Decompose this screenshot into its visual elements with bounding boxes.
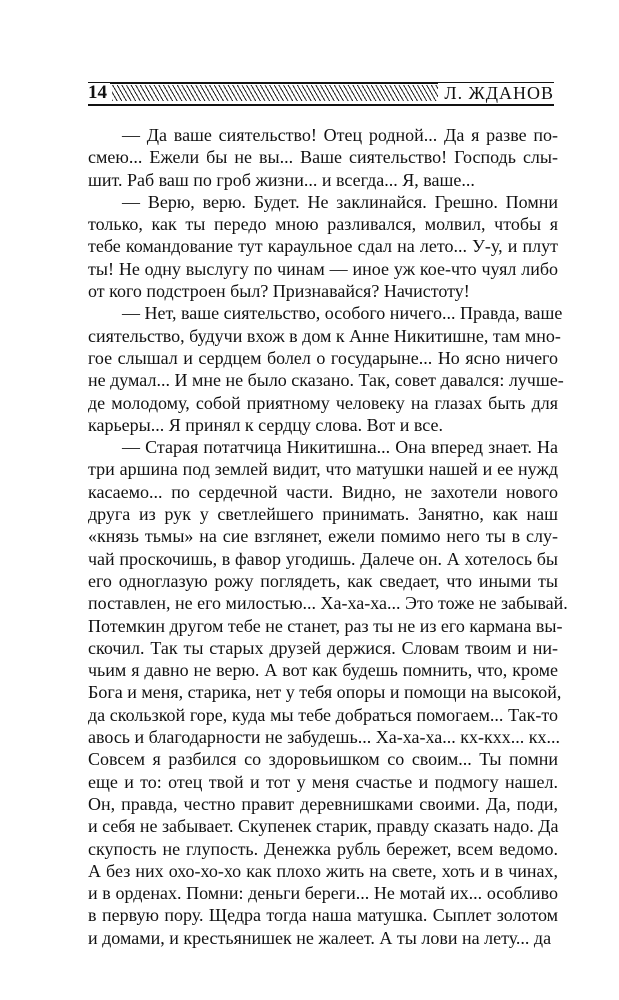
text-line: и себя не забывает. Скупенек старик, правду сказать надо. Да xyxy=(88,816,559,837)
text-line: Совсем я разбился со здоровьишком со своим... Ты помни xyxy=(88,749,558,770)
text-line: еще и то: отец твой и тот у меня счастье и подмогу нашел. xyxy=(88,771,558,792)
text-line: Бога и меня, старика, нет у тебя опоры и помощи на высокой, xyxy=(88,682,562,703)
text-line: Потемкин другом тебе не станет, раз ты не из его кармана вы- xyxy=(88,615,563,636)
body-text xyxy=(88,124,568,949)
text-line: гое слышал и сердцем болел о государыне... Но ясно ничего xyxy=(88,347,558,368)
text-line: в первую пору. Щедра тогда наша матушка. Сыплет золотом xyxy=(88,905,558,926)
text-line: де молодому, собой приятному человеку на глазах быть для xyxy=(88,392,558,413)
header-hatch-ornament xyxy=(112,85,444,101)
text-line: три аршина под землей видит, что матушки нашей и ее нужд xyxy=(88,459,558,480)
text-line: друга из рук у светлейшего принимать. Занятно, как наш xyxy=(88,504,558,525)
text-line: карьеры... Я принял к сердцу слова. Вот и все. xyxy=(88,414,443,435)
page-number: 14 xyxy=(88,83,110,103)
text-line: его одноглазую рожу поглядеть, как сведает, что иными ты xyxy=(88,570,558,591)
text-line: поставлен, не его милостью... Ха-ха-ха... Это тоже не забывай. xyxy=(88,593,568,614)
paragraph xyxy=(88,302,564,436)
text-line: ты! Не одну выслугу по чинам — иное уж кое-что чуял либо xyxy=(88,258,558,279)
text-line: авось и благодарности не забудешь... Ха-ха-ха... кх-кхх... кх... xyxy=(88,727,560,748)
running-title: Л. ЖДАНОВ xyxy=(438,83,554,103)
paragraph xyxy=(88,191,558,302)
text-line: смею... Ежели бы не вы... Ваше сиятельство! Господь слы- xyxy=(88,147,558,168)
text-line: — Нет, ваше сиятельство, особого ничего... Правда, ваше xyxy=(122,303,563,324)
text-line: тебе командование тут караульное сдал на лето... У-у, и плут xyxy=(88,236,558,257)
text-line: А без них охо-хо-хо как плохо жить на свете, хоть и в чинах, xyxy=(88,860,558,881)
paragraph xyxy=(88,124,558,191)
text-line: скочил. Так ты старых друзей держися. Словам твоим и ни- xyxy=(88,637,558,658)
paragraph xyxy=(88,436,568,949)
text-line: да скользкой горе, куда мы тебе добраться помогаем... Так-то xyxy=(88,704,558,725)
running-header xyxy=(88,82,556,104)
text-line: чай проскочишь, в фавор угодишь. Далече он. А хотелось бы xyxy=(88,548,558,569)
text-line: от кого подстроен был? Признавайся? Начистоту! xyxy=(88,281,470,302)
text-line: не думал... И мне не было сказано. Так, совет давался: лучше- xyxy=(88,370,564,391)
text-line: чьим я давно не верю. А вот как будешь помнить, что, кроме xyxy=(88,660,558,681)
text-line: и домами, и крестьянишек не жалеет. А ты лови на лету... да xyxy=(88,927,552,948)
text-line: — Верю, верю. Будет. Не заклинайся. Грешно. Помни xyxy=(122,191,558,212)
text-line: — Старая потатчица Никитишна... Она вперед знает. На xyxy=(122,437,558,458)
text-line: — Да ваше сиятельство! Отец родной... Да я разве по- xyxy=(122,125,558,145)
text-line: и в орденах. Помни: деньги береги... Не мотай их... особливо xyxy=(88,883,558,904)
text-line: касаемо... по сердечной части. Видно, не захотели нового xyxy=(88,481,558,502)
text-line: сиятельство, будучи вхож в дом к Анне Никитишне, там мно- xyxy=(88,325,561,346)
text-line: «князь тьмы» на сие взглянет, ежели помимо него ты в слу- xyxy=(88,526,558,547)
text-line: шит. Раб ваш по гроб жизни... и всегда... Я, ваше... xyxy=(88,169,475,190)
text-line: только, как ты передо мною разливался, молвил, чтобы я xyxy=(88,214,558,235)
text-line: скупость не глупость. Денежка рубль бережет, всем ведомо. xyxy=(88,838,558,859)
text-line: Он, правда, честно правит деревнишками своими. Да, поди, xyxy=(88,793,558,814)
